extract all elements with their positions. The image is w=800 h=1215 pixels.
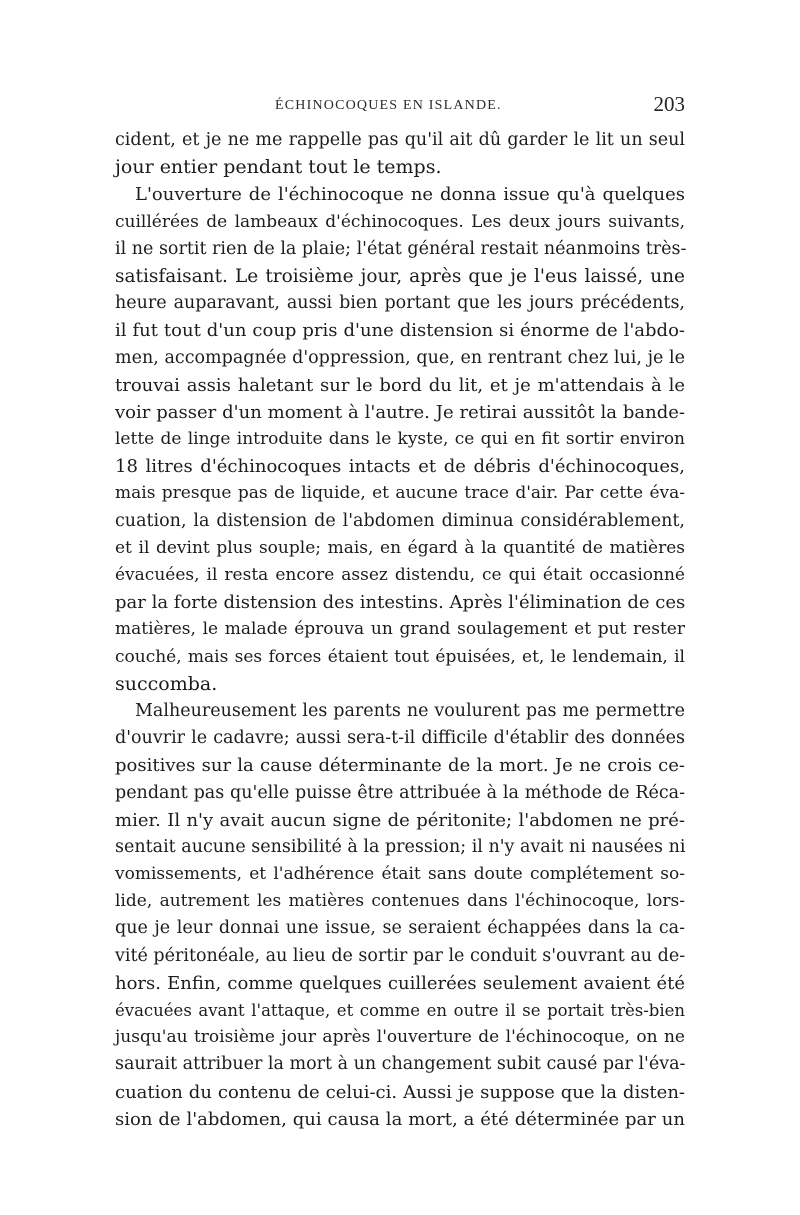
text-line: cident, et je ne me rappelle pas qu'il ait dû garder le lit un seul <box>115 130 685 150</box>
text-line: succomba. <box>115 672 218 695</box>
text-line: lette de linge introduite dans le kyste, ce qui en fit sortir environ <box>115 429 685 450</box>
text-line: voir passer d'un moment à l'autre. Je retirai aussitôt la bande- <box>115 401 685 423</box>
text-line: lide, autrement les matières contenues dans l'échinocoque, lors- <box>115 891 685 912</box>
text-line: il ne sortit rien de la plaie; l'état général restait néanmoins très- <box>115 238 687 259</box>
text-line: mais presque pas de liquide, et aucune trace d'air. Par cette éva- <box>115 483 685 504</box>
text-line: matières, le malade éprouva un grand soulagement et put rester <box>115 619 685 640</box>
text-line: par la forte distension des intestins. Après l'élimination de ces <box>115 592 686 614</box>
text-line: 18 litres d'échinocoques intacts et de débris d'échinocoques, <box>115 456 685 478</box>
text-line: saurait attribuer la mort à un changement subit causé par l'éva- <box>115 1054 686 1075</box>
text-line: L'ouverture de l'échinocoque ne donna issue qu'à quelques <box>135 184 685 206</box>
text-line: que je leur donnai une issue, se seraient échappées dans la ca- <box>115 918 685 939</box>
text-line: évacuées avant l'attaque, et comme en outre il se portait très-bien <box>115 1001 685 1020</box>
text-line: cuation du contenu de celui-ci. Aussi je suppose que la disten- <box>115 1081 685 1103</box>
text-line: hors. Enfin, comme quelques cuillerées seulement avaient été <box>115 972 685 994</box>
text-line: couché, mais ses forces étaient tout épuisées, et, le lendemain, il <box>115 646 685 667</box>
text-line: vité péritonéale, au lieu de sortir par le conduit s'ouvrant au de- <box>115 945 686 966</box>
text-line: pendant pas qu'elle puisse être attribuée à la méthode de Réca- <box>115 782 685 803</box>
text-line: sion de l'abdomen, qui causa la mort, a été déterminée par un <box>115 1108 685 1130</box>
text-line: positives sur la cause déterminante de la mort. Je ne crois ce- <box>115 755 685 777</box>
text-line: mier. Il n'y avait aucun signe de péritonite; l'abdomen ne pré- <box>115 809 685 831</box>
text-line: évacuées, il resta encore assez distendu, ce qui était occasionné <box>115 565 685 585</box>
text-line: heure auparavant, aussi bien portant que les jours précédents, <box>115 293 685 314</box>
page-number: 203 <box>653 92 685 116</box>
text-line: jusqu'au troisième jour après l'ouverture de l'échinocoque, on ne <box>115 1027 685 1048</box>
text-line: jour entier pendant tout le temps. <box>115 156 442 179</box>
body-text <box>115 127 685 1133</box>
text-line: il fut tout d'un coup pris d'une distension si énorme de l'abdo- <box>115 320 685 342</box>
text-line: sentait aucune sensibilité à la pression; il n'y avait ni nausées ni <box>115 836 686 857</box>
text-line: d'ouvrir le cadavre; aussi sera-t-il difficile d'établir des données <box>115 728 685 749</box>
running-header <box>115 92 685 122</box>
text-line: cuillérées de lambeaux d'échinocoques. Les deux jours suivants, <box>115 211 685 232</box>
text-line: et il devint plus souple; mais, en égard à la quantité de matières <box>115 537 685 558</box>
text-line: trouvai assis haletant sur le bord du lit, et je m'attendais à le <box>115 374 685 396</box>
text-line: satisfaisant. Le troisième jour, après que je l'eus laissé, une <box>115 265 685 287</box>
text-line: Malheureusement les parents ne voulurent pas me permettre <box>135 700 685 721</box>
running-title: ÉCHINOCOQUES EN ISLANDE. <box>275 98 502 113</box>
text-line: vomissements, et l'adhérence était sans doute complétement so- <box>115 864 685 885</box>
text-line: men, accompagnée d'oppression, que, en rentrant chez lui, je le <box>115 347 685 368</box>
text-line: cuation, la distension de l'abdomen diminua considérablement, <box>115 510 685 531</box>
